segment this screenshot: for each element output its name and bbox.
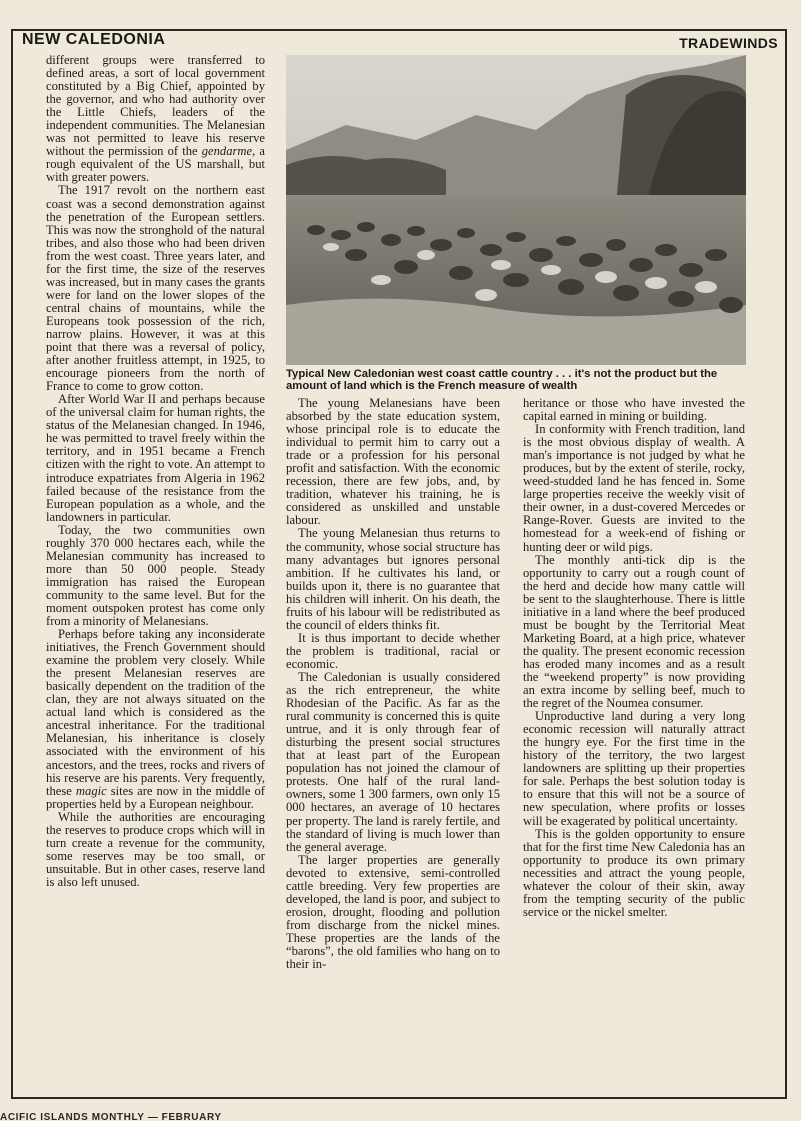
paragraph: heritance or those who have invested the capital earned in mining or building. (523, 397, 745, 424)
paragraph: The larger properties are generally devoted to extensive, semi-controlled cattle breeding. Very few properties are developed, the land is poor, and subject to erosion, drought, flooding and pollution from discharge from the nickel mines. These properties are the lands of the “barons”, the old families who hang on to their in- (286, 852, 500, 972)
paragraph: It is thus important to decide whether the problem is traditional, racial or economic. (286, 630, 500, 671)
paragraph: Perhaps before taking any inconsiderate initiatives, the French Government should examine the problem very closely. While the present Melanesian reserves are basically dependent on the tradition of the clan, they are not always situated on the actual land which is considered as the ancestral inheritance. For the traditional Melanesian, his inheritance is closely associated with the environment of his ancestors, and the trees, rocks and rivers of his reserve are his parents. Very frequently, these magic sites are now in the middle of properties held by a European neighbour. (46, 627, 265, 811)
paragraph: The young Melanesian thus returns to the community, whose social structure has many advantages but ignores personal ambition. If he cultivates his land, or builds upon it, there is no guarantee that his children will inherit. On his death, the fruits of his labour will be redistributed as the council of elders thinks fit. (286, 526, 500, 632)
paragraph: Unproductive land during a very long economic recession will naturally attract the hungry eye. For the first time in the history of the territory, the two largest landowners are splitting up their properties for sale. Perhaps the best solution today is to ensure that this will not be a source of new speculation, where profits or losses will be exagerated by political uncertainty. (523, 709, 745, 828)
magazine-title: TRADEWINDS (679, 35, 778, 51)
page-footer: ACIFIC ISLANDS MONTHLY — FEBRUARY (0, 1112, 222, 1121)
photo-caption: Typical New Caledonian west coast cattle country . . . it's not the product but the amount of land which is the French measure of wealth (286, 368, 718, 392)
paragraph: After World War II and perhaps because of the universal claim for human rights, the status of the Melanesian changed. In 1946, he was permitted to travel freely within the territory, and in 1951 became a French citizen with the right to vote. An attempt to introduce expatriates from Algeria in 1962 failed because of the resistance from the European population as a whole, and the landowners in particular. (46, 392, 265, 524)
cattle-landscape-image (286, 55, 746, 365)
paragraph: This is the golden opportunity to ensure that for the first time New Caledonia has an opportunity to produce its own primary necessities and attract the young people, whatever the colour of their skin, away from the tempting security of the public service or the nickel smelter. (523, 826, 745, 919)
emphasis: gendarme, (201, 144, 256, 159)
paragraph: The 1917 revolt on the northern east coast was a second demonstration against the penetration of the European settlers. This was now the stronghold of the natural tribes, and also those who had been driven from the west coast. Three years later, and for the first time, the size of the reserves was increased, but in many cases the grants were for land on the lower slopes of the central chains of mountains, while the Europeans took possession of the rich, narrow plains. However, it was at this point that there was a reversal of policy, after another fruitless attempt, in 1925, to encourage pioneers from the north of France to come to grow cotton. (46, 183, 265, 394)
paragraph: The young Melanesians have been absorbed by the state education system, whose principal role is to educate the individual to permit him to carry out a trade or a profession for his personal profit and satisfaction. With the economic recession, there are few jobs, and, by tradition, whatever his training, he is considered as unskilled and unstable labour. (286, 397, 500, 528)
paragraph: While the authorities are encouraging the reserves to produce crops which will in turn create a revenue for the community, some reserves may be too small, or unsuitable. But in other cases, reserve land is also left unused. (46, 809, 265, 889)
article-column-2 (286, 397, 500, 1073)
paragraph: The monthly anti-tick dip is the opportunity to carry out a rough count of the herd and decide how many cattle will be sent to the slaughterhouse. There is little initiative in a land where the beef produced must be bought by the Territorial Meat Marketing Board, at a high price, whatever the quality. The present economic recession has eroded many incomes and as a result the “weekend property” is now providing an extra income by selling beef, much to the regret of the Noumea consumer. (523, 552, 745, 711)
paragraph: In conformity with French tradition, land is the most obvious display of wealth. A man's importance is not judged by what he produces, but by the extent of sterile, rocky, weed-studded land he has fenced in. Some large properties receive the weekly visit of their owner, in a dust-covered Mercedes or Range-Rover. Guests are invited to the homestead for a week-end of fishing or hunting deer or wild pigs. (523, 422, 745, 554)
section-title: NEW CALEDONIA (22, 31, 166, 48)
article-column-1 (46, 54, 265, 1074)
cattle-photo (286, 55, 746, 365)
emphasis: magic (75, 783, 107, 798)
paragraph: Today, the two communities own roughly 370 000 hectares each, while the Melanesian community has increased to more than 50 000 people. Steady immigration has raised the European community to the same level. But for the moment outspoken protest has come only from a minority of Melanesians. (46, 522, 265, 629)
article-column-3 (523, 397, 745, 1081)
paragraph: The Caledonian is usually considered as the rich entrepreneur, the white Rhodesian of the Pacific. As far as the rural community is concerned this is quite untrue, and it is only through fear of disturbing the present social structures that at least part of the European population has not joined the clamour of protests. One half of the rural land-owners, some 1 300 farmers, own only 15 000 hectares, an average of 10 hectares per property. The land is rarely fertile, and the standard of living is much lower than the general average. (286, 669, 500, 854)
paragraph: different groups were transferred to defined areas, a sort of local government constituted by a Big Chief, appointed by the governor, and who had authority over the Little Chiefs, leaders of the independent communities. The Melanesian was not permitted to leave his reserve without the permission of the gendarme, a rough equivalent of the US marshall, but with greater powers. (46, 54, 265, 185)
